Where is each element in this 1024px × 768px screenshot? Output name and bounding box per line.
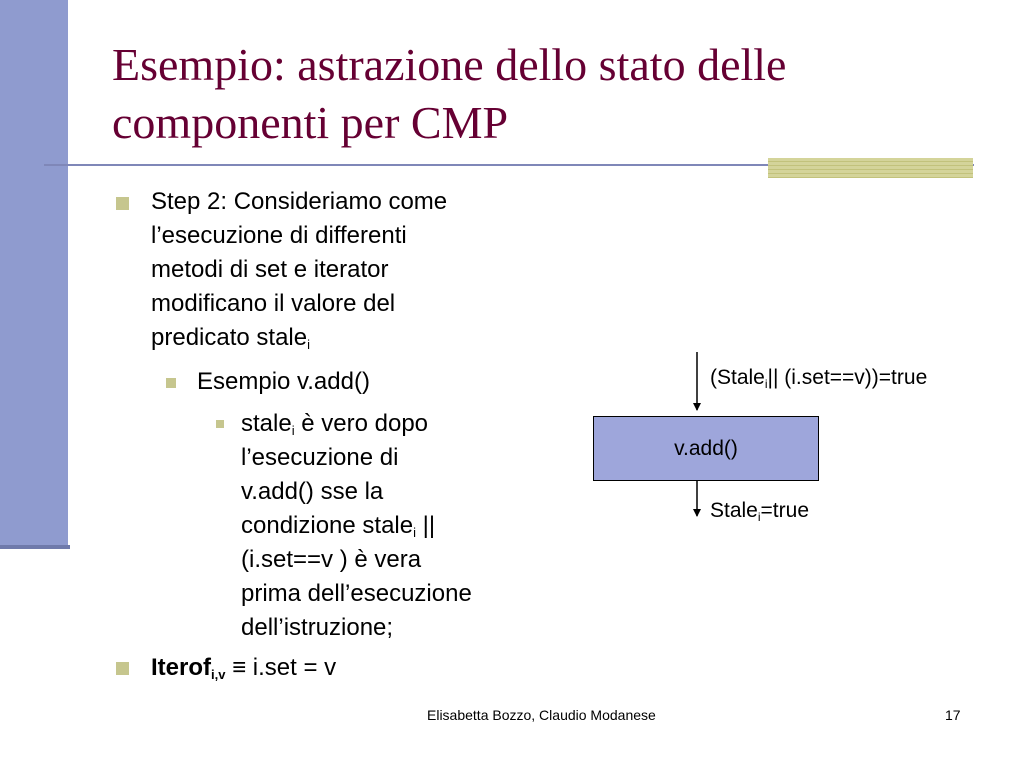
step2-line: Step 2: Consideriamo come: [151, 188, 448, 215]
subscript: i: [291, 423, 295, 438]
detail-text: stale: [241, 410, 292, 437]
detail-text: condizione stale: [241, 512, 414, 539]
detail-line: dell’istruzione;: [241, 614, 394, 641]
precondition-text: || (i.set==v))=true: [767, 366, 928, 389]
page-number: 17: [945, 707, 961, 723]
postcondition-text: =true: [760, 499, 809, 522]
postcondition-label: [710, 498, 809, 524]
postcondition-text: Stale: [710, 499, 758, 522]
subscript: i,v: [211, 667, 226, 682]
precondition-label: [710, 365, 927, 391]
step2-line: modificano il valore del: [151, 290, 396, 317]
iterof-bold: Iterof: [151, 654, 211, 681]
detail-line: l’esecuzione di: [241, 444, 399, 471]
step2-text: predicato stale: [151, 324, 308, 351]
step2-line: metodi di set e iterator: [151, 256, 389, 283]
subscript: i: [307, 337, 310, 352]
detail-line: (i.set==v ) è vera: [241, 546, 422, 573]
subscript: i: [764, 377, 768, 391]
subscript: i: [757, 510, 761, 524]
detail-line: prima dell’esecuzione: [241, 580, 472, 607]
slide-title: Esempio: astrazione dello stato delle componenti per CMP: [112, 39, 787, 148]
method-label: v.add(): [674, 436, 738, 460]
detail-text: è vero dopo: [294, 410, 429, 437]
iterof-text: ≡ i.set = v: [225, 654, 337, 681]
footer-authors: Elisabetta Bozzo, Claudio Modanese: [427, 707, 656, 723]
detail-line: v.add() sse la: [241, 478, 384, 505]
bullet-example: Esempio v.add(): [197, 368, 370, 395]
precondition-text: (Stale: [710, 366, 765, 389]
detail-text: ||: [416, 512, 436, 539]
step2-line: l’esecuzione di differenti: [151, 222, 407, 249]
method-box: [593, 416, 819, 481]
subscript: i: [413, 525, 417, 540]
